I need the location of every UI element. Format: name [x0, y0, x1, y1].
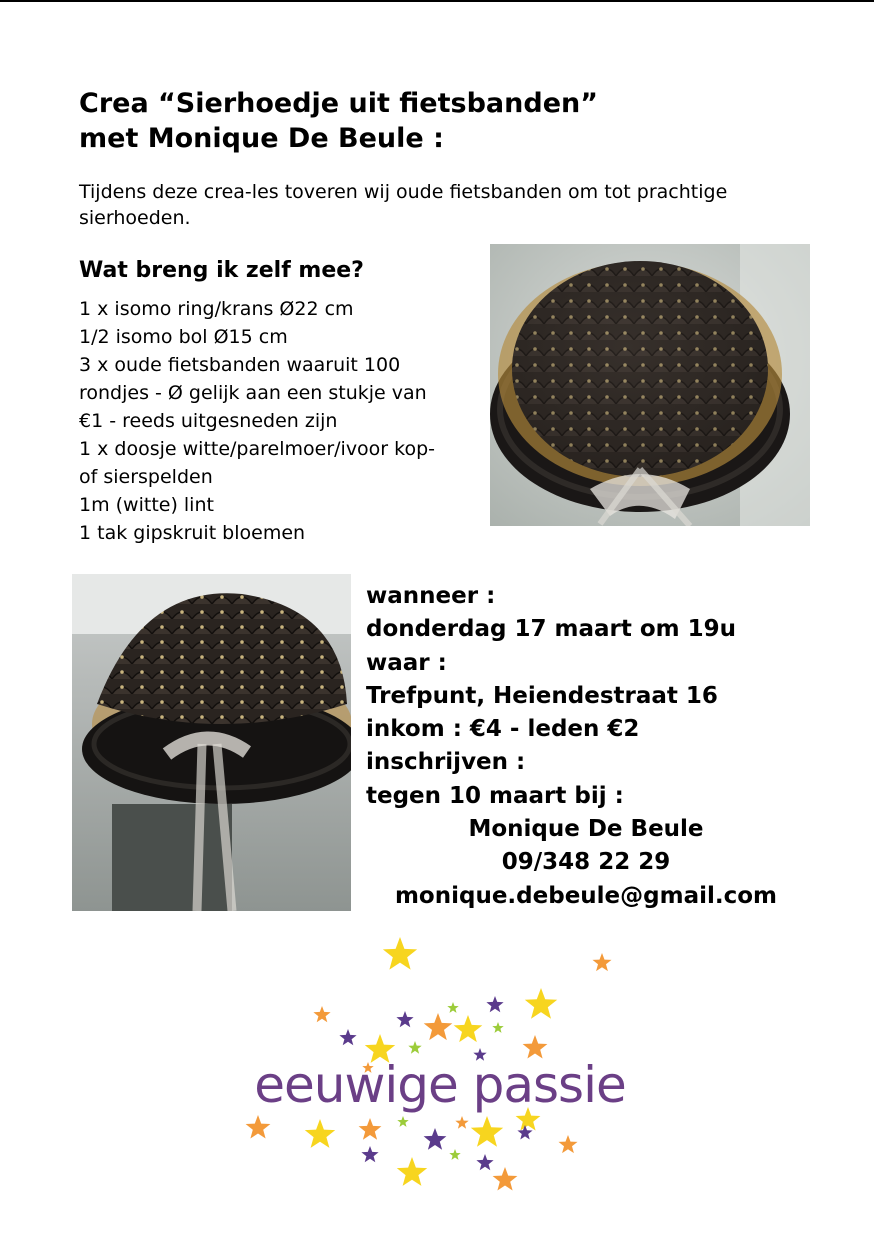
contact-email[interactable]: monique.debeule@gmail.com [394, 882, 778, 909]
logo-star-icon [593, 953, 612, 971]
logo-star-icon [339, 1029, 356, 1045]
logo-star-icon [397, 1157, 427, 1186]
event-price: inkom : €4 - leden €2 [366, 716, 640, 743]
logo-star-icon [454, 1015, 483, 1042]
logo-star-icon [525, 988, 557, 1019]
logo-star-icon [361, 1146, 378, 1162]
logo-star-icon [397, 1116, 408, 1127]
logo-star-icon [493, 1167, 518, 1191]
logo-star-icon [359, 1118, 382, 1140]
supplies-line: 1/2 isomo bol Ø15 cm [79, 326, 288, 348]
logo-star-icon [246, 1115, 271, 1139]
event-date: donderdag 17 maart om 19u [366, 616, 737, 643]
logo-wordmark: eeuwige passie [254, 1056, 626, 1114]
logo-star-icon [447, 1002, 458, 1013]
supplies-line: 1 tak gipskruit bloemen [79, 522, 306, 544]
supplies-line: rondjes - Ø gelijk aan een stukje van [79, 382, 427, 404]
event-details [366, 580, 806, 913]
contact-phone: 09/348 22 29 [501, 849, 671, 876]
supplies-line: 1 x isomo ring/krans Ø22 cm [79, 298, 354, 320]
logo-star-icon [424, 1128, 447, 1150]
supplies-heading: Wat breng ik zelf mee? [79, 258, 364, 283]
title-line-2: met Monique De Beule : [79, 123, 444, 154]
logo-star-icon [476, 1154, 493, 1170]
logo-star-icon [424, 1013, 453, 1040]
logo-star-icon [383, 937, 417, 970]
eeuwige-passie-logo [230, 930, 650, 1210]
logo-star-icon [559, 1135, 578, 1153]
hat-photo-side-view [72, 574, 351, 911]
where-label: waar : [366, 649, 447, 676]
supplies-line: 3 x oude fietsbanden waaruit 100 [79, 354, 401, 376]
logo-star-icon [408, 1041, 421, 1054]
intro-paragraph: Tijdens deze crea-les toveren wij oude fietsbanden om tot prachtige sierhoeden. [79, 181, 728, 229]
register-label: inschrijven : [366, 749, 526, 776]
contact-name: Monique De Beule [468, 816, 704, 843]
top-border-line [0, 0, 874, 2]
page-title [79, 86, 839, 156]
event-location: Trefpunt, Heiendestraat 16 [366, 682, 718, 709]
supplies-line: of sierspelden [79, 466, 213, 488]
logo-star-icon [517, 1125, 532, 1140]
supplies-line: 1 x doosje witte/parelmoer/ivoor kop- [79, 438, 436, 460]
logo-star-icon [471, 1116, 503, 1147]
logo-star-icon [313, 1006, 330, 1022]
logo-star-icon [492, 1022, 503, 1033]
hat-photo-top-view [490, 244, 810, 526]
title-line-1: Crea “Sierhoedje uit fietsbanden” [79, 88, 598, 119]
logo-star-icon [305, 1119, 335, 1148]
supplies-list [79, 295, 484, 547]
logo-star-icon [486, 996, 503, 1012]
register-deadline: tegen 10 maart bij : [366, 782, 624, 809]
supplies-line: 1m (witte) lint [79, 494, 214, 516]
when-label: wanneer : [366, 583, 496, 609]
logo-star-icon [396, 1011, 413, 1027]
logo-star-icon [455, 1116, 468, 1129]
supplies-line: €1 - reeds uitgesneden zijn [79, 410, 338, 432]
logo-graphic [230, 930, 650, 1210]
logo-star-icon [449, 1149, 460, 1160]
logo-star-icon [523, 1035, 548, 1059]
